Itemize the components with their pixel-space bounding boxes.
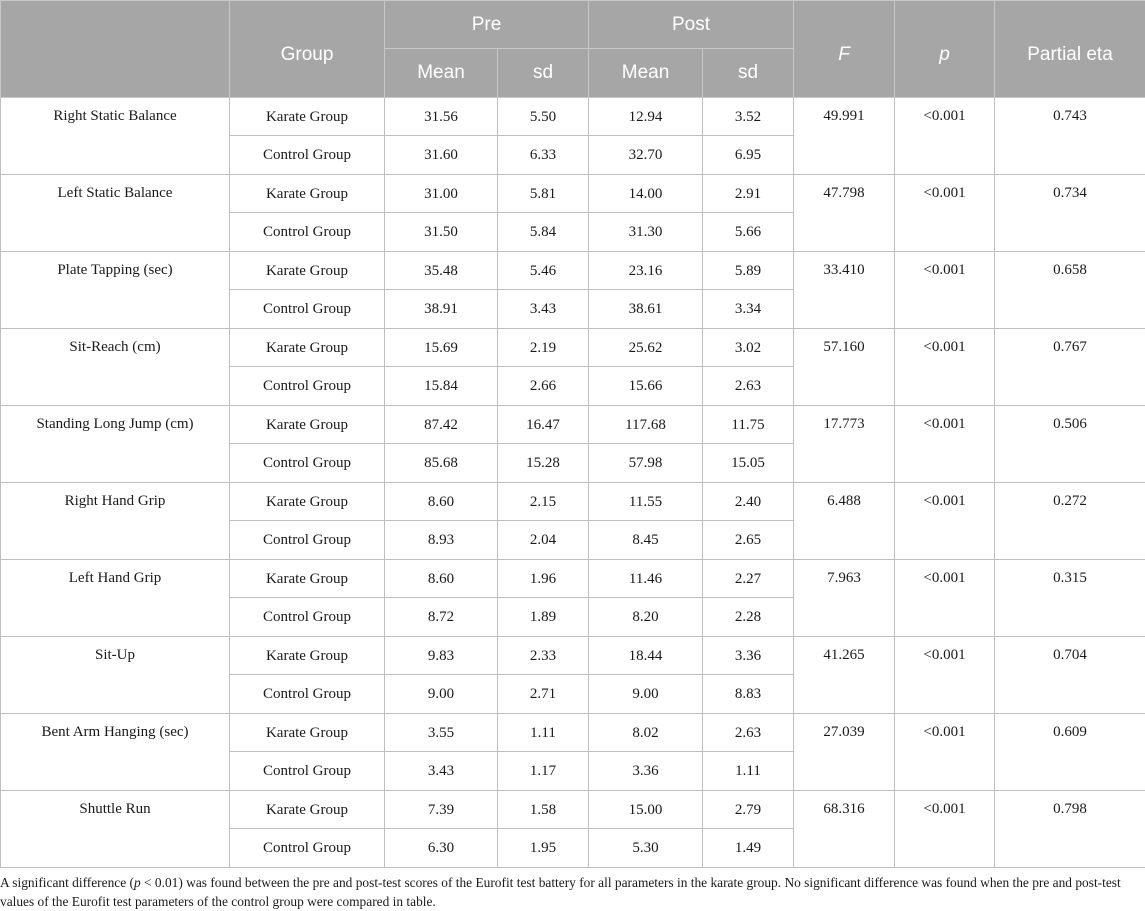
pre-mean-value: 3.43 xyxy=(385,752,498,791)
parameter-name: Right Hand Grip xyxy=(1,483,230,560)
group-name: Control Group xyxy=(230,444,385,483)
post-sd-value: 5.89 xyxy=(703,252,794,290)
post-mean-value: 32.70 xyxy=(589,136,703,175)
pre-mean-value: 6.30 xyxy=(385,829,498,868)
partial-eta-value: 0.506 xyxy=(995,406,1145,483)
table-row xyxy=(1,252,1145,290)
header-f: F xyxy=(794,1,895,98)
post-sd-value: 2.40 xyxy=(703,483,794,521)
group-name: Control Group xyxy=(230,521,385,560)
pre-sd-value: 1.95 xyxy=(498,829,589,868)
partial-eta-value: 0.767 xyxy=(995,329,1145,406)
header-pre-sd: sd xyxy=(498,49,589,98)
p-value: <0.001 xyxy=(895,483,995,560)
pre-sd-value: 1.17 xyxy=(498,752,589,791)
post-mean-value: 23.16 xyxy=(589,252,703,290)
table-row xyxy=(1,175,1145,213)
p-value: <0.001 xyxy=(895,406,995,483)
post-sd-value: 15.05 xyxy=(703,444,794,483)
post-sd-value: 3.52 xyxy=(703,98,794,136)
post-sd-value: 6.95 xyxy=(703,136,794,175)
post-sd-value: 2.65 xyxy=(703,521,794,560)
group-name: Karate Group xyxy=(230,406,385,444)
table-row xyxy=(1,560,1145,598)
post-sd-value: 2.79 xyxy=(703,791,794,829)
post-sd-value: 2.91 xyxy=(703,175,794,213)
f-value: 33.410 xyxy=(794,252,895,329)
pre-mean-value: 31.56 xyxy=(385,98,498,136)
partial-eta-value: 0.658 xyxy=(995,252,1145,329)
pre-mean-value: 31.50 xyxy=(385,213,498,252)
pre-mean-value: 7.39 xyxy=(385,791,498,829)
pre-sd-value: 1.96 xyxy=(498,560,589,598)
pre-sd-value: 2.19 xyxy=(498,329,589,367)
header-post-mean: Mean xyxy=(589,49,703,98)
pre-mean-value: 8.72 xyxy=(385,598,498,637)
post-sd-value: 3.34 xyxy=(703,290,794,329)
partial-eta-value: 0.734 xyxy=(995,175,1145,252)
table-row xyxy=(1,329,1145,367)
group-name: Karate Group xyxy=(230,98,385,136)
table-footnote xyxy=(0,873,1135,911)
parameter-name: Sit-Reach (cm) xyxy=(1,329,230,406)
pre-mean-value: 87.42 xyxy=(385,406,498,444)
f-value: 6.488 xyxy=(794,483,895,560)
pre-mean-value: 38.91 xyxy=(385,290,498,329)
p-value: <0.001 xyxy=(895,98,995,175)
post-mean-value: 11.55 xyxy=(589,483,703,521)
header-post: Post xyxy=(589,1,794,49)
footnote-text-1: A significant difference ( xyxy=(0,875,134,890)
group-name: Karate Group xyxy=(230,483,385,521)
header-group: Group xyxy=(230,1,385,98)
pre-sd-value: 5.84 xyxy=(498,213,589,252)
post-mean-value: 57.98 xyxy=(589,444,703,483)
p-value: <0.001 xyxy=(895,560,995,637)
footnote-p-symbol: p xyxy=(133,875,141,890)
pre-mean-value: 9.83 xyxy=(385,637,498,675)
partial-eta-value: 0.743 xyxy=(995,98,1145,175)
pre-sd-value: 5.50 xyxy=(498,98,589,136)
pre-sd-value: 2.04 xyxy=(498,521,589,560)
pre-sd-value: 2.15 xyxy=(498,483,589,521)
table-row xyxy=(1,791,1145,829)
pre-mean-value: 31.60 xyxy=(385,136,498,175)
pre-sd-value: 6.33 xyxy=(498,136,589,175)
group-name: Control Group xyxy=(230,598,385,637)
parameter-name: Standing Long Jump (cm) xyxy=(1,406,230,483)
f-value: 57.160 xyxy=(794,329,895,406)
table-body xyxy=(1,98,1145,868)
group-name: Karate Group xyxy=(230,175,385,213)
table-row xyxy=(1,483,1145,521)
parameter-name: Left Hand Grip xyxy=(1,560,230,637)
header-pre: Pre xyxy=(385,1,589,49)
p-value: <0.001 xyxy=(895,791,995,868)
post-mean-value: 9.00 xyxy=(589,675,703,714)
p-value: <0.001 xyxy=(895,637,995,714)
header-p: p xyxy=(895,1,995,98)
post-sd-value: 2.28 xyxy=(703,598,794,637)
pre-sd-value: 16.47 xyxy=(498,406,589,444)
table-row xyxy=(1,714,1145,752)
partial-eta-value: 0.609 xyxy=(995,714,1145,791)
post-mean-value: 8.02 xyxy=(589,714,703,752)
post-mean-value: 15.66 xyxy=(589,367,703,406)
post-sd-value: 8.83 xyxy=(703,675,794,714)
parameter-name: Right Static Balance xyxy=(1,98,230,175)
partial-eta-value: 0.704 xyxy=(995,637,1145,714)
post-mean-value: 15.00 xyxy=(589,791,703,829)
group-name: Karate Group xyxy=(230,252,385,290)
group-name: Control Group xyxy=(230,213,385,252)
pre-mean-value: 15.69 xyxy=(385,329,498,367)
header-pre-mean: Mean xyxy=(385,49,498,98)
post-mean-value: 3.36 xyxy=(589,752,703,791)
pre-mean-value: 8.60 xyxy=(385,483,498,521)
group-name: Karate Group xyxy=(230,560,385,598)
post-sd-value: 2.63 xyxy=(703,367,794,406)
post-sd-value: 1.11 xyxy=(703,752,794,791)
pre-sd-value: 1.11 xyxy=(498,714,589,752)
post-sd-value: 3.02 xyxy=(703,329,794,367)
f-value: 68.316 xyxy=(794,791,895,868)
header-parameter-blank xyxy=(1,1,230,98)
pre-mean-value: 85.68 xyxy=(385,444,498,483)
post-mean-value: 5.30 xyxy=(589,829,703,868)
f-value: 41.265 xyxy=(794,637,895,714)
pre-sd-value: 3.43 xyxy=(498,290,589,329)
footnote-text-2: < 0.01) was found between the pre and post-test scores of the Eurofit test battery for all parameters in the karate group. No significant difference was found when the pre and post-test values of the Eurofit test parameters of the control group were compared in table. xyxy=(0,875,1121,909)
parameter-name: Plate Tapping (sec) xyxy=(1,252,230,329)
group-name: Karate Group xyxy=(230,791,385,829)
post-mean-value: 18.44 xyxy=(589,637,703,675)
post-sd-value: 5.66 xyxy=(703,213,794,252)
parameter-name: Sit-Up xyxy=(1,637,230,714)
f-value: 27.039 xyxy=(794,714,895,791)
post-mean-value: 31.30 xyxy=(589,213,703,252)
post-mean-value: 8.45 xyxy=(589,521,703,560)
p-value: <0.001 xyxy=(895,252,995,329)
post-sd-value: 2.63 xyxy=(703,714,794,752)
group-name: Control Group xyxy=(230,136,385,175)
post-mean-value: 38.61 xyxy=(589,290,703,329)
post-mean-value: 14.00 xyxy=(589,175,703,213)
group-name: Control Group xyxy=(230,290,385,329)
pre-mean-value: 15.84 xyxy=(385,367,498,406)
group-name: Karate Group xyxy=(230,714,385,752)
table-row xyxy=(1,637,1145,675)
partial-eta-value: 0.315 xyxy=(995,560,1145,637)
p-value: <0.001 xyxy=(895,329,995,406)
group-name: Control Group xyxy=(230,675,385,714)
p-value: <0.001 xyxy=(895,714,995,791)
post-mean-value: 8.20 xyxy=(589,598,703,637)
post-mean-value: 117.68 xyxy=(589,406,703,444)
f-value: 47.798 xyxy=(794,175,895,252)
group-name: Karate Group xyxy=(230,637,385,675)
p-value: <0.001 xyxy=(895,175,995,252)
table-header xyxy=(1,1,1145,98)
pre-sd-value: 2.33 xyxy=(498,637,589,675)
post-mean-value: 25.62 xyxy=(589,329,703,367)
pre-mean-value: 35.48 xyxy=(385,252,498,290)
pre-mean-value: 9.00 xyxy=(385,675,498,714)
group-name: Control Group xyxy=(230,367,385,406)
pre-sd-value: 5.46 xyxy=(498,252,589,290)
f-value: 7.963 xyxy=(794,560,895,637)
pre-sd-value: 2.66 xyxy=(498,367,589,406)
pre-sd-value: 2.71 xyxy=(498,675,589,714)
post-sd-value: 3.36 xyxy=(703,637,794,675)
post-sd-value: 1.49 xyxy=(703,829,794,868)
pre-sd-value: 1.89 xyxy=(498,598,589,637)
pre-sd-value: 15.28 xyxy=(498,444,589,483)
table-row xyxy=(1,98,1145,136)
parameter-name: Bent Arm Hanging (sec) xyxy=(1,714,230,791)
group-name: Control Group xyxy=(230,752,385,791)
pre-mean-value: 3.55 xyxy=(385,714,498,752)
pre-mean-value: 8.60 xyxy=(385,560,498,598)
partial-eta-value: 0.798 xyxy=(995,791,1145,868)
f-value: 17.773 xyxy=(794,406,895,483)
post-mean-value: 11.46 xyxy=(589,560,703,598)
group-name: Karate Group xyxy=(230,329,385,367)
table-row xyxy=(1,406,1145,444)
pre-mean-value: 31.00 xyxy=(385,175,498,213)
parameter-name: Left Static Balance xyxy=(1,175,230,252)
post-sd-value: 2.27 xyxy=(703,560,794,598)
pre-sd-value: 1.58 xyxy=(498,791,589,829)
header-post-sd: sd xyxy=(703,49,794,98)
pre-sd-value: 5.81 xyxy=(498,175,589,213)
post-sd-value: 11.75 xyxy=(703,406,794,444)
post-mean-value: 12.94 xyxy=(589,98,703,136)
header-partial-eta: Partial eta xyxy=(995,1,1145,98)
partial-eta-value: 0.272 xyxy=(995,483,1145,560)
pre-mean-value: 8.93 xyxy=(385,521,498,560)
f-value: 49.991 xyxy=(794,98,895,175)
parameter-name: Shuttle Run xyxy=(1,791,230,868)
group-name: Control Group xyxy=(230,829,385,868)
